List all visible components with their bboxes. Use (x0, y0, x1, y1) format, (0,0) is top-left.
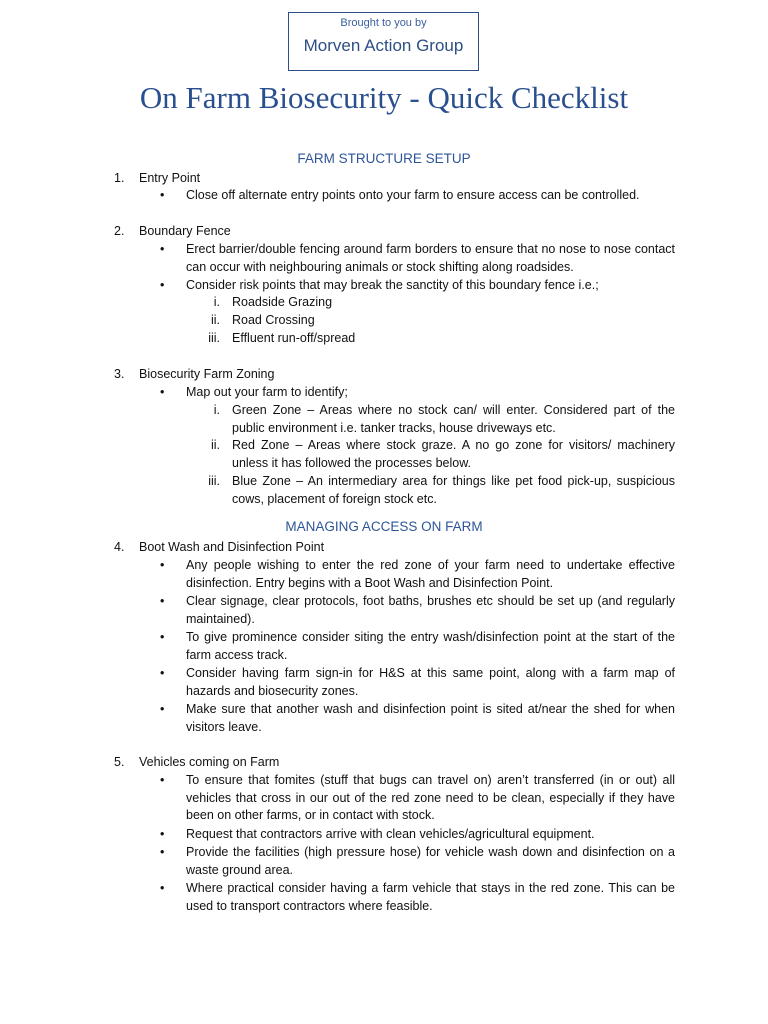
item-number: 5. (114, 755, 125, 769)
item-label-boundary-fence: Boundary Fence (139, 224, 231, 238)
item-label-boot-wash: Boot Wash and Disinfection Point (139, 540, 325, 554)
bullet-icon: • (160, 558, 165, 572)
section-heading-managing-access: MANAGING ACCESS ON FARM (285, 519, 483, 534)
sponsor-caption: Brought to you by (340, 17, 427, 29)
bullet-icon: • (160, 881, 165, 895)
sponsor-logo-box (288, 12, 479, 71)
sub-item-text: Blue Zone – An intermediary area for things like pet food pick-up, suspicious cows, placement of foreign stock etc. (232, 474, 675, 506)
item-label-vehicles: Vehicles coming on Farm (139, 755, 280, 769)
bullet-text: Any people wishing to enter the red zone of your farm need to undertake effective disinfection. Entry begins with a Boot Wash and Disinfection Point. (186, 558, 675, 590)
roman-numeral: iii. (208, 331, 220, 345)
bullet-icon: • (160, 827, 165, 841)
roman-numeral: ii. (210, 438, 220, 452)
bullet-text: Consider having farm sign-in for H&S at this same point, along with a farm map of hazards and biosecurity zones. (186, 666, 675, 698)
bullet-icon: • (160, 278, 165, 292)
bullet-text: To give prominence consider siting the entry wash/disinfection point at the start of the farm access track. (186, 630, 675, 662)
item-number: 3. (114, 367, 125, 381)
section-heading-farm-structure: FARM STRUCTURE SETUP (297, 151, 471, 166)
bullet-text: Where practical consider having a farm vehicle that stays in the red zone. This can be used to transport contractors where feasible. (186, 881, 675, 913)
roman-numeral: i. (213, 403, 220, 417)
bullet-text: Map out your farm to identify; (186, 385, 348, 399)
bullet-icon: • (160, 630, 165, 644)
item-number: 1. (114, 171, 125, 185)
bullet-icon: • (160, 385, 165, 399)
item-number: 2. (114, 224, 125, 238)
item-label-farm-zoning: Biosecurity Farm Zoning (139, 367, 275, 381)
bullet-icon: • (160, 666, 165, 680)
sub-item-text: Roadside Grazing (232, 295, 333, 309)
bullet-icon: • (160, 188, 165, 202)
roman-numeral: iii. (208, 474, 220, 488)
bullet-text: Close off alternate entry points onto your farm to ensure access can be controlled. (186, 188, 640, 202)
item-label-entry-point: Entry Point (139, 171, 201, 185)
bullet-icon: • (160, 845, 165, 859)
sub-item-text: Red Zone – Areas where stock graze. A no go zone for visitors/ machinery unless it has followed the processes below. (232, 438, 675, 470)
bullet-text: Erect barrier/double fencing around farm borders to ensure that no nose to nose contact can occur with neighbouring animals or stock shifting along roadsides. (186, 242, 675, 274)
bullet-icon: • (160, 702, 165, 716)
sub-item-text: Effluent run-off/spread (232, 331, 356, 345)
bullet-text: Request that contractors arrive with clean vehicles/agricultural equipment. (186, 827, 595, 841)
bullet-text: Consider risk points that may break the sanctity of this boundary fence i.e.; (186, 278, 599, 292)
bullet-text: Clear signage, clear protocols, foot baths, brushes etc should be set up (and regularly maintained). (186, 594, 675, 626)
bullet-icon: • (160, 242, 165, 256)
sub-item-text: Road Crossing (232, 313, 315, 327)
bullet-icon: • (160, 773, 165, 787)
bullet-text: Make sure that another wash and disinfection point is sited at/near the shed for when visitors leave. (186, 702, 675, 734)
sponsor-name: Morven Action Group (303, 36, 464, 55)
bullet-text: To ensure that fomites (stuff that bugs can travel on) aren’t transferred (in or out) all vehicles that cross in our out of the red zone need to be clean, especially if they have been on other farms, or in contact with stock. (186, 773, 675, 822)
bullet-icon: • (160, 594, 165, 608)
bullet-text: Provide the facilities (high pressure hose) for vehicle wash down and disinfection on a waste ground area. (186, 845, 675, 877)
roman-numeral: i. (213, 295, 220, 309)
item-number: 4. (114, 540, 125, 554)
roman-numeral: ii. (210, 313, 220, 327)
sub-item-text: Green Zone – Areas where no stock can/ will enter. Considered part of the public environment i.e. tanker tracks, house driveways etc. (232, 403, 675, 435)
page-title: On Farm Biosecurity - Quick Checklist (139, 80, 629, 115)
